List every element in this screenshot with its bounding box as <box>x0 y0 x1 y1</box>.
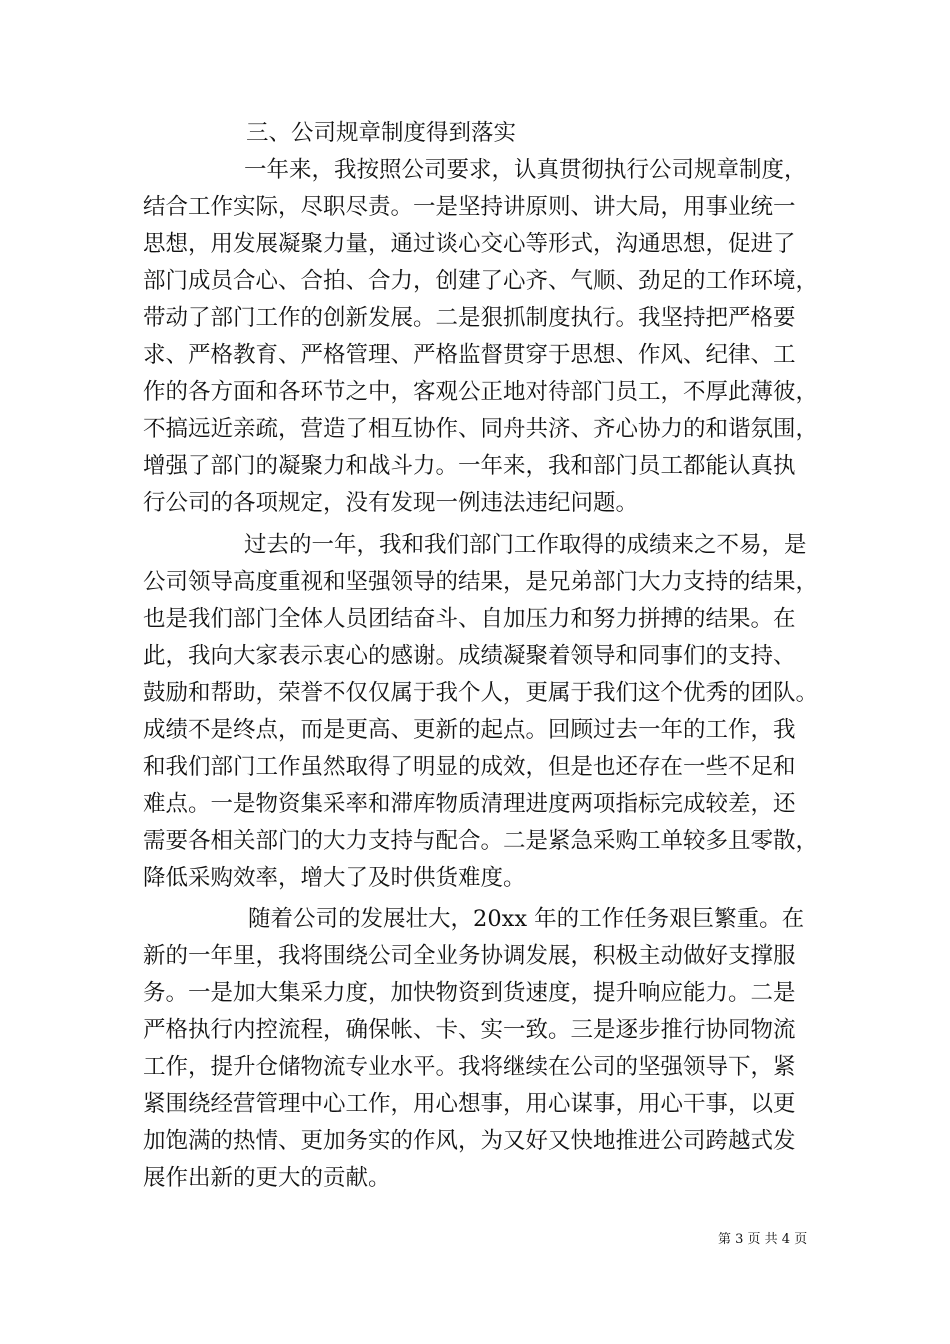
paragraph-2-line-1: 过去的一年，我和我们部门工作取得的成绩来之不易，是 <box>244 532 807 558</box>
paragraph-3-line-2: 新的一年里，我将围绕公司全业务协调发展，积极主动做好支撑服 <box>143 943 796 969</box>
paragraph-3-line-6: 紧围绕经营管理中心工作，用心想事，用心谋事，用心干事，以更 <box>143 1091 796 1117</box>
paragraph-3-line-8: 展作出新的更大的贡献。 <box>143 1165 391 1191</box>
paragraph-1-line-5: 带动了部门工作的创新发展。二是狠抓制度执行。我坚持把严格要 <box>143 305 796 331</box>
paragraph-2-line-7: 和我们部门工作虽然取得了明显的成效，但是也还存在一些不足和 <box>143 754 796 780</box>
paragraph-2-line-9: 需要各相关部门的大力支持与配合。二是紧急采购工单较多且零散， <box>143 828 819 854</box>
paragraph-1-line-6: 求、严格教育、严格管理、严格监督贯穿于思想、作风、纪律、工 <box>143 342 796 368</box>
paragraph-3-line-3: 务。一是加大集采力度，加快物资到货速度，提升响应能力。二是 <box>143 980 796 1006</box>
paragraph-1-line-4: 部门成员合心、合拍、合力，创建了心齐、气顺、劲足的工作环境， <box>143 268 819 294</box>
paragraph-1-line-10: 行公司的各项规定，没有发现一例违法违纪问题。 <box>143 490 639 516</box>
section-heading: 三、公司规章制度得到落实 <box>246 120 517 146</box>
paragraph-3-line-1: 随着公司的发展壮大，20xx 年的工作任务艰巨繁重。在 <box>248 906 805 932</box>
paragraph-1-line-7: 作的各方面和各环节之中，客观公正地对待部门员工，不厚此薄彼， <box>143 379 819 405</box>
paragraph-2-line-2: 公司领导高度重视和坚强领导的结果，是兄弟部门大力支持的结果， <box>143 569 819 595</box>
paragraph-1-line-8: 不搞远近亲疏，营造了相互协作、同舟共济、齐心协力的和谐氛围， <box>143 416 819 442</box>
paragraph-2-line-3: 也是我们部门全体人员团结奋斗、自加压力和努力拼搏的结果。在 <box>143 606 796 632</box>
paragraph-3-line-4: 严格执行内控流程，确保帐、卡、实一致。三是逐步推行协同物流 <box>143 1017 796 1043</box>
paragraph-2-line-10: 降低采购效率，增大了及时供货难度。 <box>143 865 526 891</box>
page-footer: 第 3 页 共 4 页 <box>718 1232 808 1247</box>
paragraph-2-line-8: 难点。一是物资集采率和滞库物质清理进度两项指标完成较差，还 <box>143 791 796 817</box>
paragraph-2-line-5: 鼓励和帮助，荣誉不仅仅属于我个人，更属于我们这个优秀的团队。 <box>143 680 819 706</box>
paragraph-1-line-2: 结合工作实际，尽职尽责。一是坚持讲原则、讲大局，用事业统一 <box>143 194 796 220</box>
paragraph-1-line-3: 思想，用发展凝聚力量，通过谈心交心等形式，沟通思想，促进了 <box>143 231 796 257</box>
paragraph-1-line-9: 增强了部门的凝聚力和战斗力。一年来，我和部门员工都能认真执 <box>143 453 796 479</box>
paragraph-3-line-5: 工作，提升仓储物流专业水平。我将继续在公司的坚强领导下，紧 <box>143 1054 796 1080</box>
paragraph-2-line-4: 此，我向大家表示衷心的感谢。成绩凝聚着领导和同事们的支持、 <box>143 643 796 669</box>
paragraph-3-line-7: 加饱满的热情、更加务实的作风，为又好又快地推进公司跨越式发 <box>143 1128 796 1154</box>
paragraph-1-line-1: 一年来，我按照公司要求，认真贯彻执行公司规章制度， <box>244 157 807 183</box>
paragraph-2-line-6: 成绩不是终点，而是更高、更新的起点。回顾过去一年的工作，我 <box>143 717 796 743</box>
